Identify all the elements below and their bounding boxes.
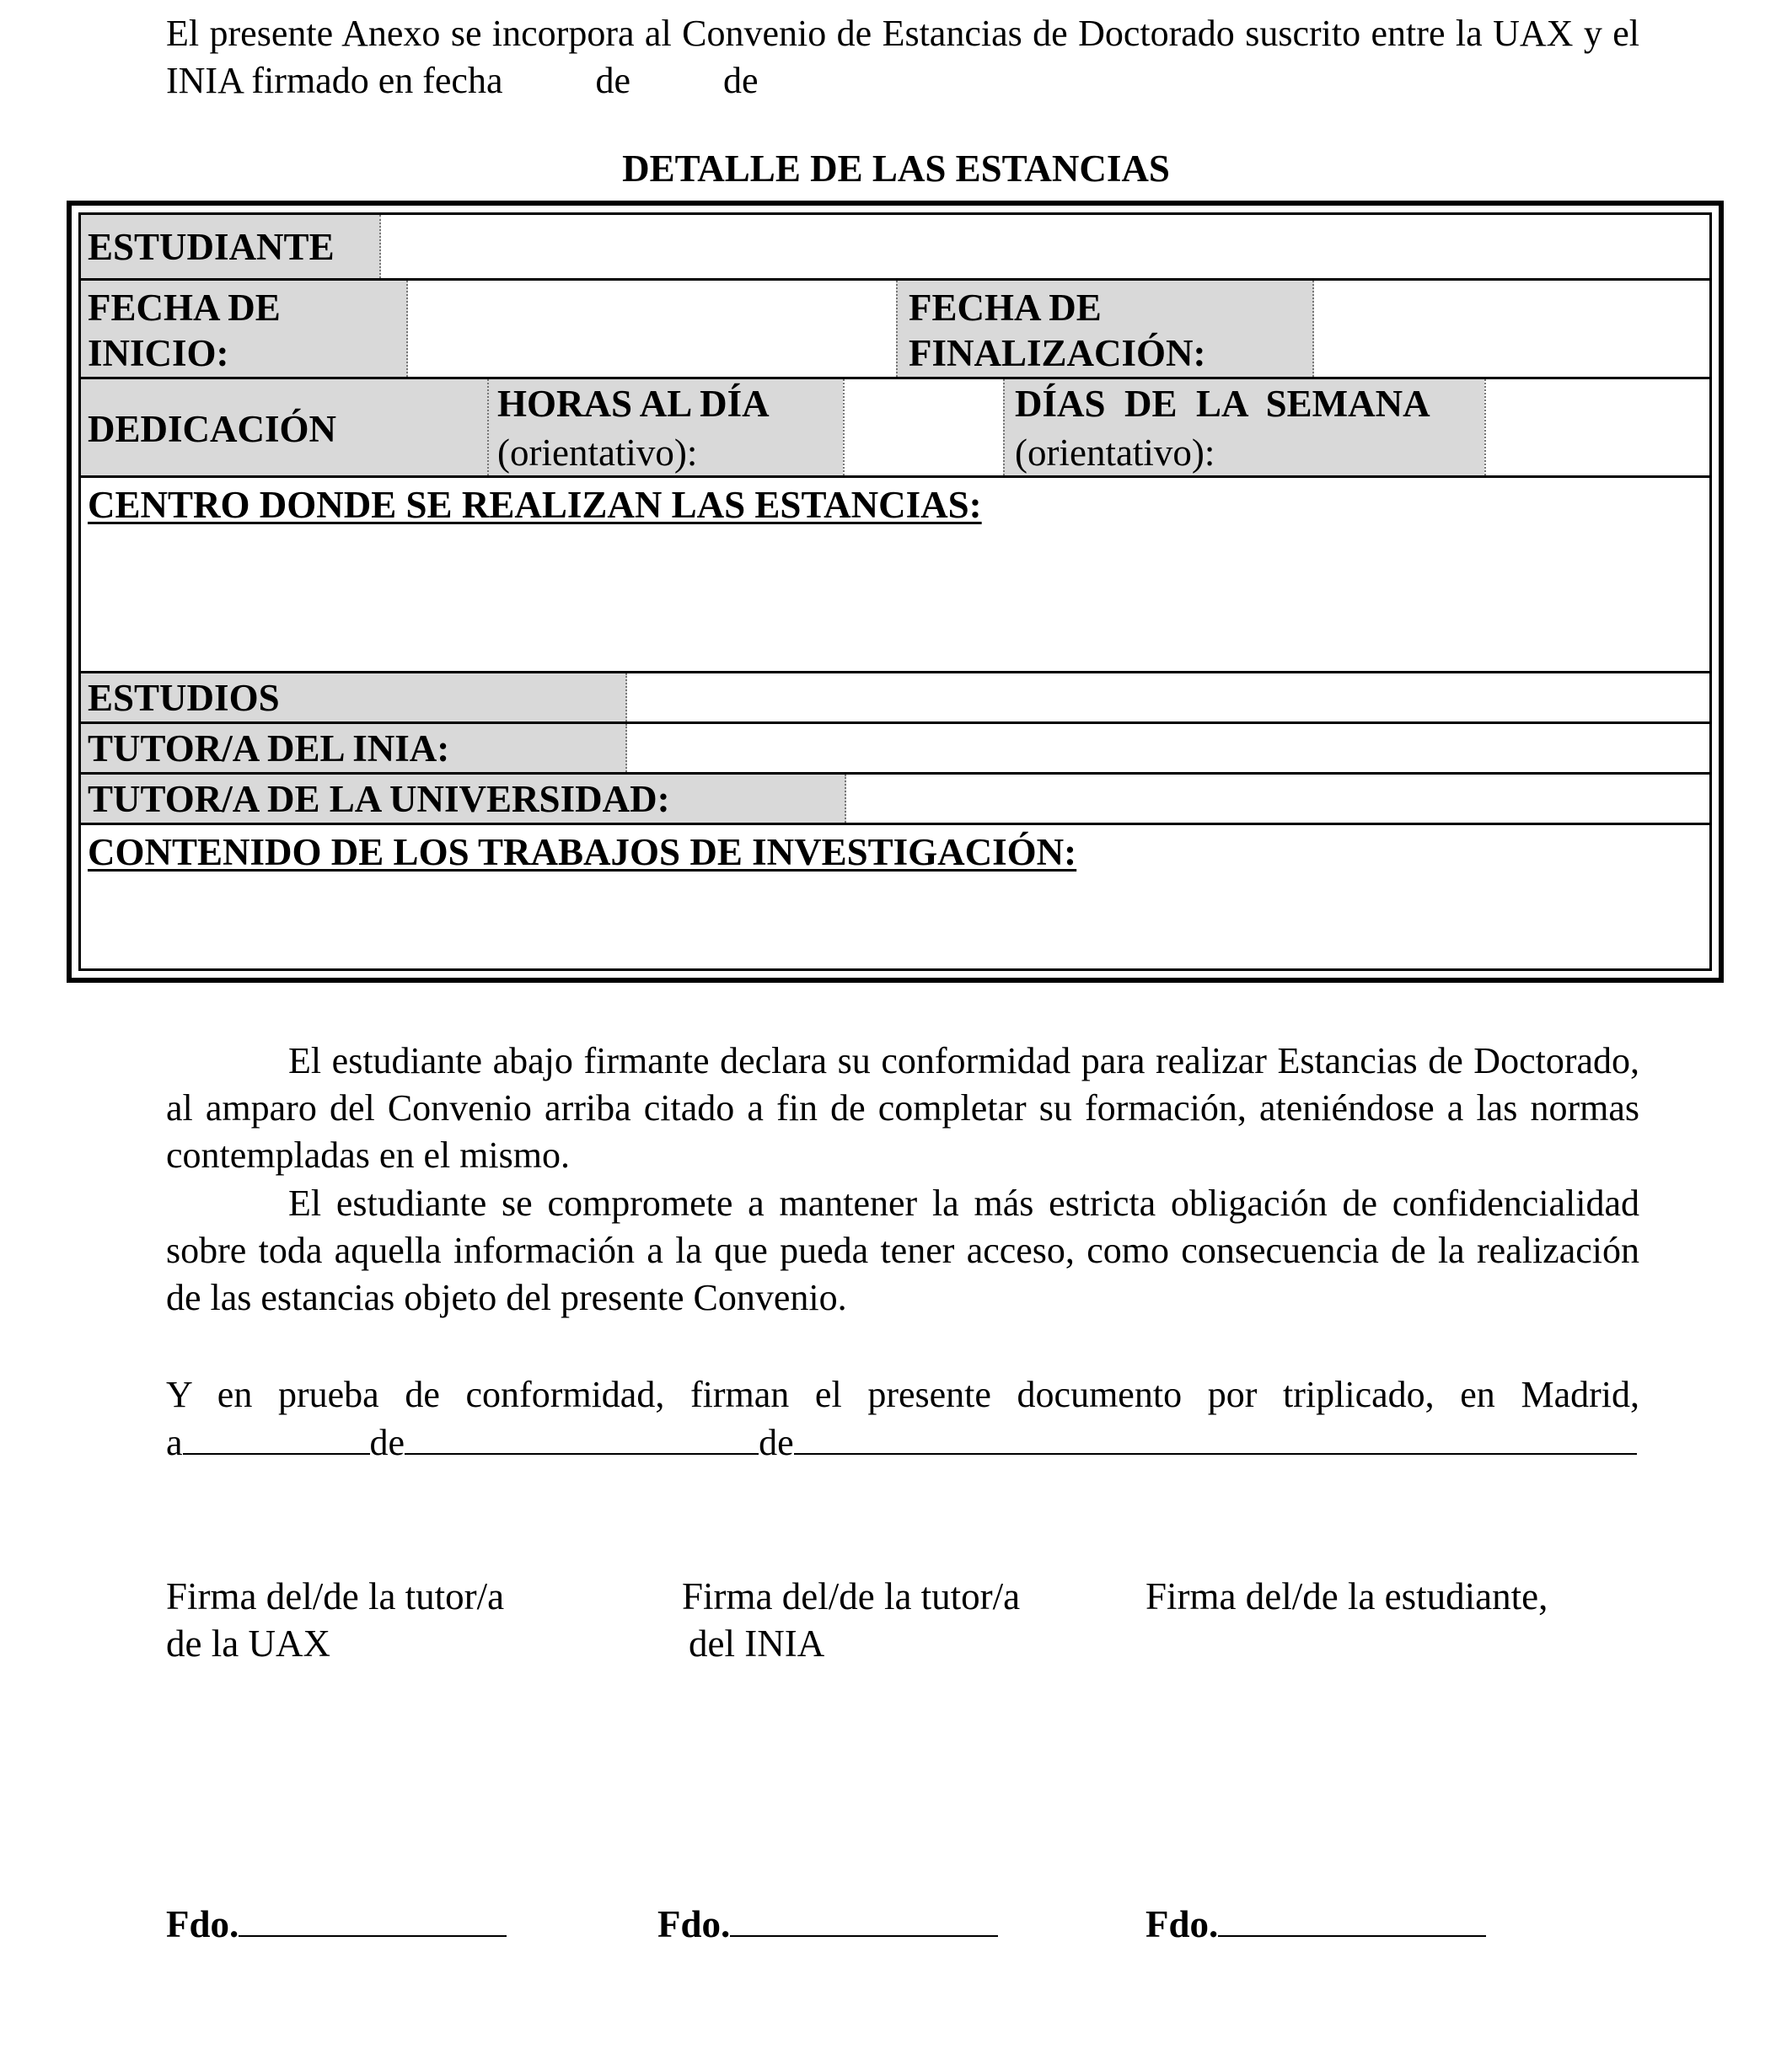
date-line	[166, 1419, 1639, 1467]
day-blank[interactable]	[183, 1419, 370, 1455]
horas-input[interactable]	[843, 379, 1003, 475]
declaration-paragraph-1: El estudiante abajo firmante declara su conformidad para realizar Estancias de Doctorado, al amparo del Convenio arriba citado a fin de completar su formación, ateniéndose a las normas contempladas en el mismo.	[166, 1040, 1639, 1176]
declaration-paragraph-2: El estudiante se compromete a mantener la más estricta obligación de confidencialidad sobre toda aquella información a la que pueda tener acceso, como consecuencia de la realización de las estancias objeto del presente Convenio.	[166, 1183, 1639, 1318]
row-divider	[81, 823, 1709, 825]
row-divider	[81, 475, 1709, 478]
tutor-univ-label: TUTOR/A DE LA UNIVERSIDAD:	[88, 778, 670, 820]
date-a: a	[166, 1422, 183, 1463]
fecha-inicio-label-1: FECHA DE	[88, 287, 281, 329]
intro-text: El presente Anexo se incorpora al Convenio de Estancias de Doctorado suscrito entre la UAX y el INIA firmado en fecha	[166, 13, 1639, 101]
tutor-inia-input[interactable]	[629, 724, 1709, 772]
fdo-uax-label: Fdo.	[166, 1903, 239, 1945]
signature-student-line-1: Firma del/de la estudiante,	[1145, 1575, 1548, 1617]
dedicacion-divider	[487, 379, 491, 475]
dias-label-1: DÍAS DE LA SEMANA	[1015, 383, 1430, 425]
signature-uax-line-2: de la UAX	[166, 1622, 330, 1665]
fdo-inia-line[interactable]	[730, 1901, 998, 1937]
fecha-inicio-label-2: INICIO:	[88, 332, 229, 374]
fdo-inia-label: Fdo.	[657, 1903, 731, 1945]
signature-inia	[682, 1573, 1020, 1667]
tutor-inia-label: TUTOR/A DEL INIA:	[88, 727, 450, 770]
fdo-student-line[interactable]	[1218, 1901, 1486, 1937]
tutor-univ-input[interactable]	[848, 775, 1709, 823]
fecha-inicio-input[interactable]	[410, 281, 894, 377]
intro-paragraph	[166, 10, 1639, 105]
dedicacion-label: DEDICACIÓN	[88, 408, 337, 450]
contenido-label: CONTENIDO DE LOS TRABAJOS DE INVESTIGACIÓN:	[88, 831, 1077, 873]
dedicacion-divider	[1003, 379, 1006, 475]
signature-uax	[166, 1573, 504, 1667]
fecha-fin-input[interactable]	[1316, 281, 1709, 377]
fdo-uax	[166, 1901, 507, 1948]
centro-input[interactable]	[81, 531, 1709, 671]
page-title: DETALLE DE LAS ESTANCIAS	[622, 148, 1170, 190]
estudiante-input[interactable]	[383, 215, 1709, 278]
contenido-input[interactable]	[81, 877, 1709, 968]
fdo-student	[1145, 1901, 1486, 1948]
centro-label: CENTRO DONDE SE REALIZAN LAS ESTANCIAS:	[88, 484, 982, 526]
dias-label-2: (orientativo):	[1015, 432, 1215, 474]
horas-label-2: (orientativo):	[497, 432, 698, 474]
signature-uax-line-1: Firma del/de la tutor/a	[166, 1575, 505, 1617]
signature-inia-line-2: del INIA	[689, 1622, 825, 1665]
fecha-fin-label-1: FECHA DE	[909, 287, 1102, 329]
estudios-label: ESTUDIOS	[88, 677, 280, 719]
signature-inia-line-1: Firma del/de la tutor/a	[682, 1575, 1021, 1617]
dias-input[interactable]	[1484, 379, 1709, 475]
estudiante-label: ESTUDIANTE	[88, 226, 335, 268]
signature-student	[1145, 1573, 1548, 1620]
intro-de-2: de	[723, 60, 759, 101]
horas-label-1: HORAS AL DÍA	[497, 383, 770, 425]
intro-de-1: de	[595, 60, 631, 101]
estudios-input[interactable]	[629, 673, 1709, 721]
date-de-2: de	[759, 1422, 794, 1463]
fdo-uax-line[interactable]	[239, 1901, 507, 1937]
date-de-1: de	[369, 1422, 405, 1463]
declaration-paragraph-3: Y en prueba de conformidad, firman el presente documento por triplicado, en Madrid,	[166, 1374, 1639, 1415]
year-blank[interactable]	[794, 1419, 1637, 1455]
fecha-fin-label-2: FINALIZACIÓN:	[909, 332, 1206, 374]
fdo-student-label: Fdo.	[1145, 1903, 1219, 1945]
fdo-inia	[657, 1901, 998, 1948]
month-blank[interactable]	[405, 1419, 759, 1455]
